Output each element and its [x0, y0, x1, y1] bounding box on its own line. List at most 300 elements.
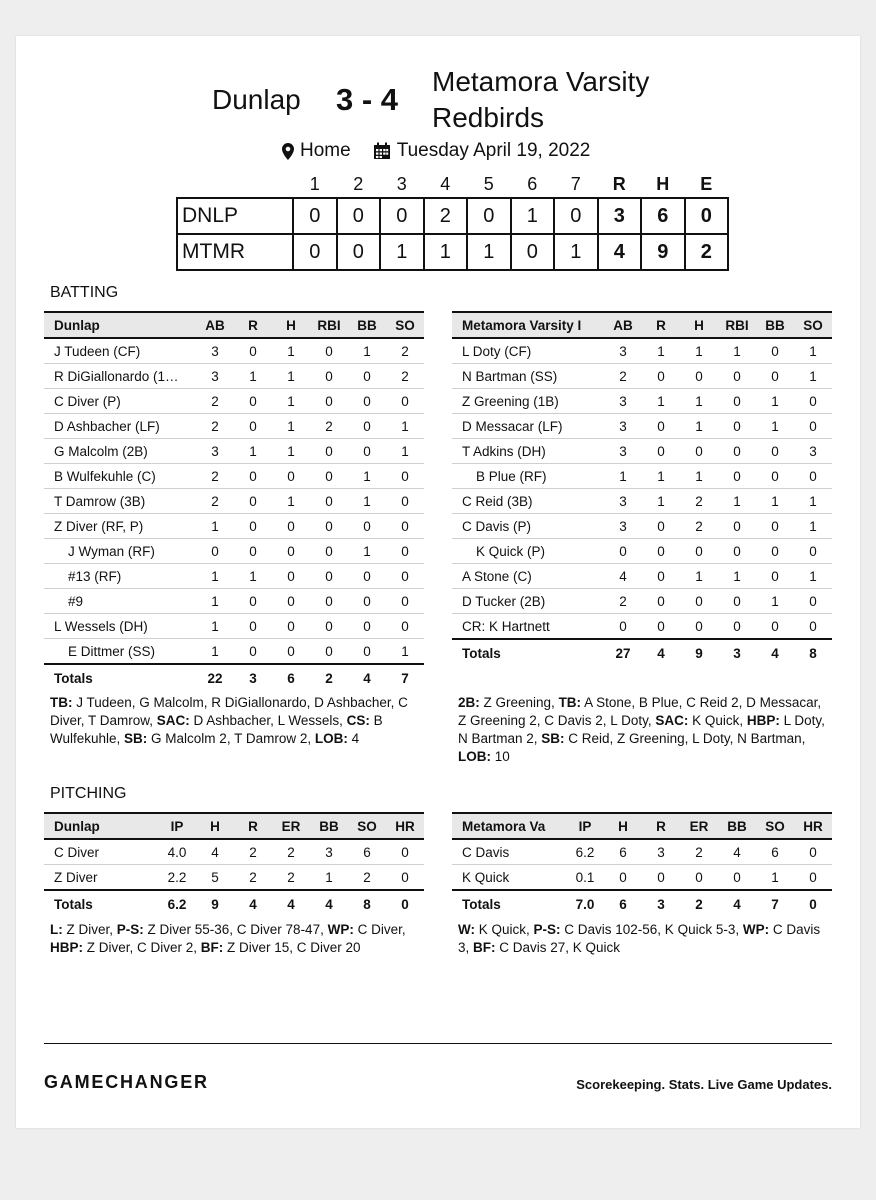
- inning-header: 3: [396, 173, 407, 194]
- note-value: K Quick,: [688, 713, 747, 728]
- stat-cell: 0: [386, 839, 424, 865]
- batting-row: [44, 464, 424, 489]
- inning-header: 1: [309, 173, 320, 194]
- stat-cell: 0: [718, 364, 756, 389]
- note-value: L Doty, N Bartman 2,: [458, 713, 825, 746]
- player-name: T Damrow (3B): [44, 489, 196, 514]
- final-score: 3 - 4: [336, 82, 399, 117]
- batting-row: [44, 389, 424, 414]
- stat-cell: 0: [234, 414, 272, 439]
- stat-cell: 2: [310, 664, 348, 691]
- col-header: SO: [386, 312, 424, 338]
- batting-row: [44, 589, 424, 614]
- stat-cell: 3: [196, 439, 234, 464]
- stat-cell: 0: [310, 389, 348, 414]
- note-key: LOB:: [314, 731, 348, 746]
- stat-cell: 1: [756, 389, 794, 414]
- stat-cell: 0: [386, 389, 424, 414]
- stat-cell: 1: [272, 439, 310, 464]
- inning-score: 2: [424, 198, 468, 234]
- stat-cell: 7: [756, 890, 794, 917]
- gamechanger-logo: GAMECHANGER: [44, 1072, 209, 1092]
- note-key: LOB:: [458, 749, 491, 764]
- stat-cell: 0: [680, 589, 718, 614]
- inning-score: 0: [380, 198, 424, 234]
- stat-cell: 1: [718, 338, 756, 364]
- stat-cell: 3: [196, 364, 234, 389]
- home-team-name-line1: Metamora Varsity: [432, 66, 650, 97]
- note-key: HBP:: [50, 940, 83, 955]
- stat-cell: 0: [718, 439, 756, 464]
- note-key: WP:: [327, 922, 354, 937]
- stat-cell: 0: [642, 614, 680, 640]
- batting-row: [44, 514, 424, 539]
- note-key: CS:: [346, 713, 370, 728]
- stat-cell: 0: [310, 439, 348, 464]
- stat-cell: 3: [642, 890, 680, 917]
- stat-cell: 1: [680, 564, 718, 589]
- player-name: CR: K Hartnett: [452, 614, 604, 640]
- col-header: SO: [794, 312, 832, 338]
- stat-cell: 0: [234, 489, 272, 514]
- note-key: SAC:: [655, 713, 689, 728]
- inning-header: 5: [483, 173, 494, 194]
- stat-cell: 0: [234, 514, 272, 539]
- stat-cell: 1: [196, 514, 234, 539]
- player-name: Z Diver (RF, P): [44, 514, 196, 539]
- col-header: HR: [794, 813, 832, 839]
- player-name: B Plue (RF): [452, 464, 604, 489]
- player-name: T Adkins (DH): [452, 439, 604, 464]
- location-label: Home: [300, 140, 351, 161]
- note-key: P-S:: [116, 922, 144, 937]
- stat-cell: 4: [234, 890, 272, 917]
- inning-score: 0: [511, 234, 555, 270]
- player-name: C Reid (3B): [452, 489, 604, 514]
- stat-cell: 2: [272, 839, 310, 865]
- team-hits: 9: [641, 234, 685, 270]
- col-header: RBI: [310, 312, 348, 338]
- stat-cell: 6: [348, 839, 386, 865]
- stat-cell: 4: [718, 890, 756, 917]
- note-value: D Ashbacher, L Wessels,: [189, 713, 347, 728]
- col-header: RBI: [718, 312, 756, 338]
- player-name: Z Greening (1B): [452, 389, 604, 414]
- team-errors: 0: [685, 198, 729, 234]
- player-name: J Tudeen (CF): [44, 338, 196, 364]
- stat-cell: 0: [310, 489, 348, 514]
- stat-cell: 6: [604, 890, 642, 917]
- stat-cell: 0: [604, 614, 642, 640]
- stat-cell: 0: [680, 539, 718, 564]
- stat-cell: 8: [348, 890, 386, 917]
- note-value: C Davis 27, K Quick: [495, 940, 621, 955]
- batting-table-home: [452, 311, 832, 666]
- stat-cell: 0: [310, 514, 348, 539]
- batting-team-header: Dunlap: [44, 312, 196, 338]
- stat-cell: 0: [794, 865, 832, 891]
- stat-cell: 1: [196, 639, 234, 665]
- stat-cell: 0: [718, 389, 756, 414]
- linescore-row-away: [177, 198, 728, 234]
- stat-cell: 1: [348, 489, 386, 514]
- batting-row: [452, 514, 832, 539]
- inning-score: 1: [554, 234, 598, 270]
- player-name: B Wulfekuhle (C): [44, 464, 196, 489]
- stat-cell: 0: [272, 539, 310, 564]
- stat-cell: 3: [604, 514, 642, 539]
- stat-cell: 8: [794, 639, 832, 666]
- stat-cell: 1: [234, 439, 272, 464]
- stat-cell: 5: [196, 865, 234, 891]
- note-value: C Reid, Z Greening, L Doty, N Bartman,: [564, 731, 806, 746]
- stat-cell: 1: [272, 489, 310, 514]
- stat-cell: 0: [680, 614, 718, 640]
- stat-cell: 0: [718, 414, 756, 439]
- note-key: W:: [458, 922, 475, 937]
- stat-cell: 2: [196, 489, 234, 514]
- errors-header: E: [700, 173, 713, 194]
- note-value: 10: [491, 749, 510, 764]
- note-value: Z Greening,: [479, 695, 559, 710]
- stat-cell: 0: [272, 614, 310, 639]
- linescore-team: MTMR: [177, 234, 293, 270]
- stat-cell: 0: [348, 564, 386, 589]
- batting-row: [452, 589, 832, 614]
- stat-cell: 0: [642, 539, 680, 564]
- stat-cell: 0: [310, 614, 348, 639]
- pitching-notes-home: [458, 921, 832, 957]
- col-header: IP: [158, 813, 196, 839]
- stat-cell: 4: [310, 890, 348, 917]
- stat-cell: 6.2: [158, 890, 196, 917]
- batting-notes-home: [458, 694, 832, 766]
- stat-cell: 1: [680, 389, 718, 414]
- stat-cell: 1: [756, 865, 794, 891]
- stat-cell: 0: [386, 539, 424, 564]
- player-name: K Quick (P): [452, 539, 604, 564]
- stat-cell: 0: [756, 364, 794, 389]
- linescore-row-home: [177, 234, 728, 270]
- stat-cell: 1: [604, 464, 642, 489]
- player-name: J Wyman (RF): [44, 539, 196, 564]
- inning-header: 4: [440, 173, 451, 194]
- batting-totals-row: [452, 639, 832, 666]
- stat-cell: 4.0: [158, 839, 196, 865]
- stat-cell: 1: [794, 514, 832, 539]
- linescore-header: [177, 171, 728, 198]
- note-key: 2B:: [458, 695, 480, 710]
- note-value: B Wulfekuhle,: [50, 713, 383, 746]
- inning-score: 1: [511, 198, 555, 234]
- stat-cell: 3: [310, 839, 348, 865]
- stat-cell: 0: [386, 514, 424, 539]
- stat-cell: 1: [272, 389, 310, 414]
- stat-cell: 0: [310, 464, 348, 489]
- stat-cell: 3: [642, 839, 680, 865]
- stat-cell: 0: [794, 414, 832, 439]
- stat-cell: 1: [680, 414, 718, 439]
- stat-cell: 2: [196, 414, 234, 439]
- stat-cell: 1: [642, 389, 680, 414]
- linescore-team: DNLP: [177, 198, 293, 234]
- pitching-row: [44, 839, 424, 865]
- batting-row: [452, 439, 832, 464]
- totals-label: Totals: [44, 664, 196, 691]
- pitching-table-home: [452, 812, 832, 917]
- stat-cell: 4: [348, 664, 386, 691]
- player-name: C Diver (P): [44, 389, 196, 414]
- batting-row: [44, 338, 424, 364]
- boxscore-page: [16, 36, 860, 1128]
- stat-cell: 0: [642, 564, 680, 589]
- stat-cell: 1: [196, 614, 234, 639]
- batting-row: [44, 614, 424, 639]
- note-key: SB:: [124, 731, 148, 746]
- stat-cell: 0: [642, 414, 680, 439]
- note-key: SB:: [541, 731, 565, 746]
- stat-cell: 27: [604, 639, 642, 666]
- stat-cell: 3: [794, 439, 832, 464]
- runs-header: R: [612, 173, 626, 194]
- stat-cell: 3: [718, 639, 756, 666]
- stat-cell: 0: [310, 364, 348, 389]
- inning-score: 0: [467, 198, 511, 234]
- batting-row: [452, 414, 832, 439]
- col-header: BB: [348, 312, 386, 338]
- team-errors: 2: [685, 234, 729, 270]
- inning-score: 1: [467, 234, 511, 270]
- batting-row: [44, 639, 424, 665]
- stat-cell: 0: [756, 464, 794, 489]
- stat-cell: 4: [604, 564, 642, 589]
- stat-cell: 2: [604, 589, 642, 614]
- col-header: R: [642, 312, 680, 338]
- stat-cell: 1: [272, 364, 310, 389]
- batting-row: [452, 464, 832, 489]
- player-name: #13 (RF): [44, 564, 196, 589]
- stat-cell: 2: [196, 464, 234, 489]
- stat-cell: 0: [718, 589, 756, 614]
- inning-header: 2: [353, 173, 364, 194]
- stat-cell: 1: [642, 338, 680, 364]
- player-name: R DiGiallonardo (1…: [44, 364, 196, 389]
- stat-cell: 0: [756, 439, 794, 464]
- col-header: AB: [196, 312, 234, 338]
- player-name: L Wessels (DH): [44, 614, 196, 639]
- col-header: H: [680, 312, 718, 338]
- stat-cell: 0: [794, 464, 832, 489]
- stat-cell: 1: [794, 338, 832, 364]
- pitching-section-title: PITCHING: [50, 785, 127, 802]
- note-key: TB:: [558, 695, 582, 710]
- stat-cell: 0: [234, 614, 272, 639]
- date-info: [373, 140, 591, 162]
- batting-row: [44, 364, 424, 389]
- stat-cell: 1: [718, 564, 756, 589]
- col-header: HR: [386, 813, 424, 839]
- stat-cell: 1: [680, 338, 718, 364]
- team-runs: 4: [598, 234, 642, 270]
- batting-row: [44, 414, 424, 439]
- stat-cell: 2: [680, 514, 718, 539]
- stat-cell: 0: [718, 514, 756, 539]
- stat-cell: 0: [386, 890, 424, 917]
- stat-cell: 0: [794, 839, 832, 865]
- note-key: TB:: [50, 695, 73, 710]
- stat-cell: 0: [794, 539, 832, 564]
- col-header: BB: [718, 813, 756, 839]
- batting-row: [44, 564, 424, 589]
- batting-row: [452, 564, 832, 589]
- map-pin-icon: [282, 143, 294, 160]
- col-header: ER: [272, 813, 310, 839]
- player-name: C Davis: [452, 839, 566, 865]
- stat-cell: 0: [272, 639, 310, 665]
- stat-cell: 0: [718, 464, 756, 489]
- batting-row: [452, 389, 832, 414]
- inning-score: 0: [293, 198, 337, 234]
- pitching-notes-away: [50, 921, 426, 957]
- stat-cell: 0: [348, 389, 386, 414]
- hits-header: H: [656, 173, 670, 194]
- stat-cell: 0: [272, 564, 310, 589]
- stat-cell: 1: [680, 464, 718, 489]
- stat-cell: 0: [680, 865, 718, 891]
- stat-cell: 1: [718, 489, 756, 514]
- stat-cell: 3: [604, 414, 642, 439]
- batting-row: [452, 364, 832, 389]
- inning-score: 0: [337, 234, 381, 270]
- stat-cell: 0: [794, 614, 832, 640]
- note-value: Z Diver 15, C Diver 20: [223, 940, 361, 955]
- game-info: [282, 140, 590, 162]
- stat-cell: 2: [386, 364, 424, 389]
- player-name: E Dittmer (SS): [44, 639, 196, 665]
- stat-cell: 2: [680, 890, 718, 917]
- col-header: BB: [756, 312, 794, 338]
- stat-cell: 0: [234, 464, 272, 489]
- stat-cell: 0: [310, 639, 348, 665]
- note-key: L:: [50, 922, 63, 937]
- stat-cell: 0: [348, 414, 386, 439]
- batting-row: [452, 489, 832, 514]
- batting-notes-away: [50, 694, 426, 748]
- batting-row: [452, 539, 832, 564]
- col-header: R: [234, 813, 272, 839]
- col-header: R: [234, 312, 272, 338]
- stat-cell: 0: [794, 389, 832, 414]
- player-name: Z Diver: [44, 865, 158, 891]
- stat-cell: 0: [234, 389, 272, 414]
- stat-cell: 6: [604, 839, 642, 865]
- stat-cell: 0: [386, 489, 424, 514]
- date-label: Tuesday April 19, 2022: [396, 140, 591, 161]
- stat-cell: 1: [642, 464, 680, 489]
- stat-cell: 0: [756, 564, 794, 589]
- stat-cell: 1: [756, 414, 794, 439]
- totals-label: Totals: [452, 639, 604, 666]
- batting-row: [452, 338, 832, 364]
- stat-cell: 3: [604, 489, 642, 514]
- player-name: D Tucker (2B): [452, 589, 604, 614]
- stat-cell: 1: [756, 489, 794, 514]
- stat-cell: 1: [348, 464, 386, 489]
- stat-cell: 4: [756, 639, 794, 666]
- pitching-row: [452, 865, 832, 891]
- inning-score: 0: [337, 198, 381, 234]
- stat-cell: 1: [234, 364, 272, 389]
- stat-cell: 1: [348, 338, 386, 364]
- location-info: [282, 140, 351, 162]
- stat-cell: 6: [272, 664, 310, 691]
- stat-cell: 0.1: [566, 865, 604, 891]
- pitching-totals-row: [44, 890, 424, 917]
- player-name: K Quick: [452, 865, 566, 891]
- stat-cell: 0: [272, 514, 310, 539]
- note-key: HBP:: [746, 713, 780, 728]
- stat-cell: 0: [310, 539, 348, 564]
- player-name: C Davis (P): [452, 514, 604, 539]
- batting-row: [44, 539, 424, 564]
- stat-cell: 22: [196, 664, 234, 691]
- note-value: 4: [347, 731, 360, 746]
- team-hits: 6: [641, 198, 685, 234]
- note-value: A Stone, B Plue, C Reid 2, D Messacar, Z Greening 2, C Davis 2, L Doty,: [458, 695, 822, 728]
- stat-cell: 3: [604, 338, 642, 364]
- stat-cell: 2: [310, 414, 348, 439]
- stat-cell: 1: [794, 564, 832, 589]
- stat-cell: 7: [386, 664, 424, 691]
- note-value: Z Diver, C Diver 2,: [83, 940, 201, 955]
- stat-cell: 2: [680, 839, 718, 865]
- stat-cell: 1: [794, 489, 832, 514]
- player-name: L Doty (CF): [452, 338, 604, 364]
- note-key: SAC:: [156, 713, 190, 728]
- stat-cell: 1: [642, 489, 680, 514]
- stat-cell: 0: [234, 639, 272, 665]
- col-header: H: [604, 813, 642, 839]
- col-header: BB: [310, 813, 348, 839]
- stat-cell: 1: [196, 589, 234, 614]
- pitching-team-header: Metamora Va: [452, 813, 566, 839]
- stat-cell: 0: [234, 338, 272, 364]
- stat-cell: 2: [386, 338, 424, 364]
- stat-cell: 1: [272, 338, 310, 364]
- stat-cell: 0: [348, 364, 386, 389]
- inning-score: 1: [380, 234, 424, 270]
- note-value: G Malcolm 2, T Damrow 2,: [147, 731, 315, 746]
- inning-score: 1: [424, 234, 468, 270]
- note-value: Z Diver 55-36, C Diver 78-47,: [143, 922, 328, 937]
- player-name: D Ashbacher (LF): [44, 414, 196, 439]
- stat-cell: 0: [718, 539, 756, 564]
- stat-cell: 0: [756, 614, 794, 640]
- stat-cell: 0: [272, 589, 310, 614]
- home-team-name: [432, 64, 732, 136]
- batting-section-title: BATTING: [50, 284, 119, 301]
- stat-cell: 0: [348, 589, 386, 614]
- stat-cell: 3: [196, 338, 234, 364]
- stat-cell: 2: [234, 839, 272, 865]
- stat-cell: 2: [680, 489, 718, 514]
- col-header: SO: [756, 813, 794, 839]
- footer-tagline: Scorekeeping. Stats. Live Game Updates.: [576, 1077, 832, 1092]
- stat-cell: 0: [196, 539, 234, 564]
- away-team-name: Dunlap: [212, 84, 301, 115]
- stat-cell: 1: [386, 414, 424, 439]
- stat-cell: 0: [794, 589, 832, 614]
